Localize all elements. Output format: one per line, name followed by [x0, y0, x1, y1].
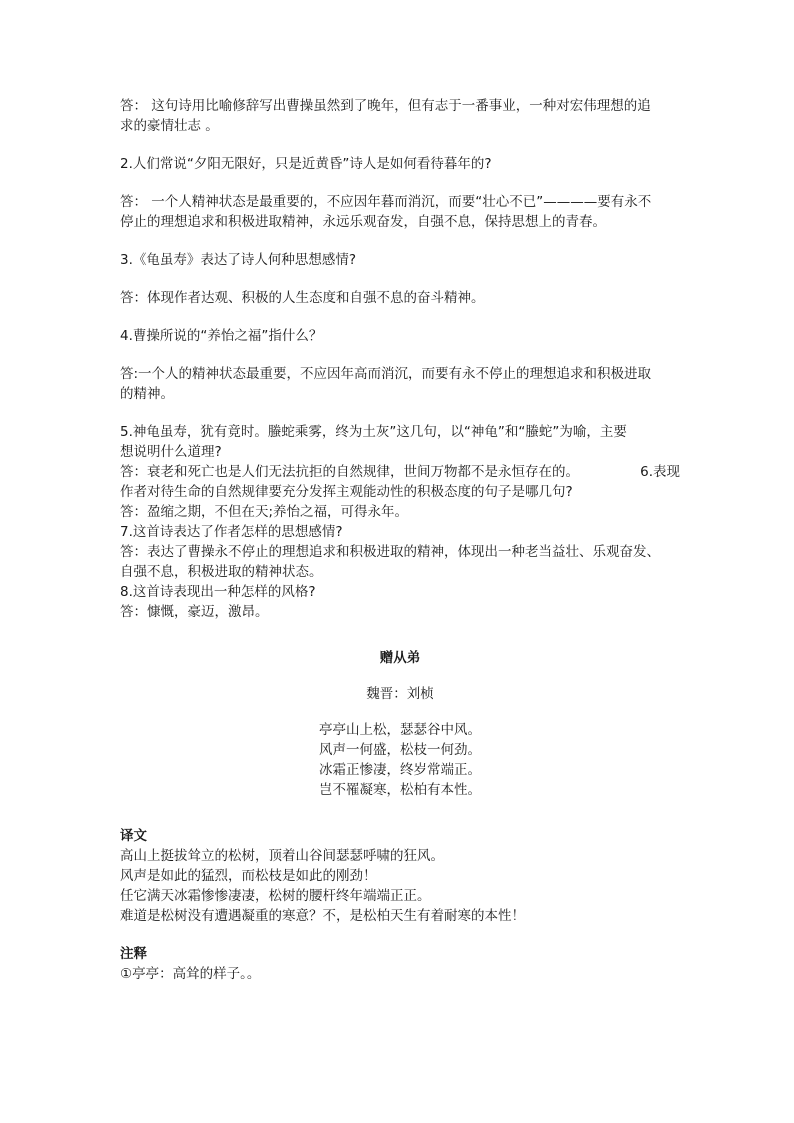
translation-heading: 译文	[120, 828, 147, 844]
poem-line: 岂不罹凝寒，松柏有本性。	[319, 782, 481, 798]
notes-heading: 注释	[120, 946, 147, 962]
question-2: 2.人们常说“夕阳无限好，只是近黄昏”诗人是如何看待暮年的?	[120, 156, 492, 172]
question-7: 7.这首诗表达了作者怎样的思想感情?	[120, 524, 343, 540]
answer-5: 答：衰老和死亡也是人们无法抗拒的自然规律，世间万物都不是永恒存在的。	[120, 464, 579, 480]
translation-line: 任它满天冰霜惨惨凄凄，松树的腰杆终年端端正正。	[120, 888, 431, 904]
answer-5-row	[120, 462, 680, 482]
answer-3: 答：体现作者达观、积极的人生态度和自强不息的奋斗精神。	[120, 290, 485, 306]
question-5-line-2: 想说明什么道理?	[120, 444, 222, 460]
answer-1-line-1: 答： 这句诗用比喻修辞写出曹操虽然到了晚年，但有志于一番事业，一种对宏伟理想的追	[120, 98, 651, 114]
poem-line: 冰霜正惨凄，终岁常端正。	[319, 762, 481, 778]
note-line: ①亭亭：高耸的样子。。	[120, 966, 261, 982]
answer-8: 答：慷慨，豪迈，激昂。	[120, 604, 269, 620]
answer-7-line-1: 答：表达了曹操永不停止的理想追求和积极进取的精神，体现出一种老当益壮、乐观奋发、	[120, 544, 660, 560]
poem-author: 魏晋：刘桢	[366, 686, 434, 702]
translation-line: 高山上挺拔耸立的松树，顶着山谷间瑟瑟呼啸的狂风。	[120, 848, 444, 864]
poem-line: 风声一何盛，松枝一何劲。	[319, 742, 481, 758]
question-6-line-2: 作者对待生命的自然规律要充分发挥主观能动性的积极态度的句子是哪几句?	[120, 484, 573, 500]
question-4: 4.曹操所说的“养怡之福”指什么？	[120, 328, 323, 344]
poem-body	[120, 720, 680, 800]
question-6-start: 6.表现	[640, 464, 680, 480]
answer-2-line-2: 停止的理想追求和积极进取精神，永远乐观奋发，自强不息，保持思想上的青春。	[120, 214, 606, 230]
poem-title: 赠从弟	[379, 650, 421, 666]
translation-line: 风声是如此的猛烈，而松枝是如此的刚劲！	[120, 868, 377, 884]
poem-line: 亭亭山上松，瑟瑟谷中风。	[319, 722, 481, 738]
translation-line: 难道是松树没有遭遇凝重的寒意？不，是松柏天生有着耐寒的本性！	[120, 908, 525, 924]
document-page	[120, 96, 680, 984]
question-3: 3.《龟虽寿》表达了诗人何种思想感情?	[120, 252, 357, 268]
answer-2-line-1: 答： 一个人精神状态是最重要的，不应因年暮而消沉，而要“壮心不已”————要有永不	[120, 194, 652, 210]
answer-7-line-2: 自强不息，积极进取的精神状态。	[120, 564, 323, 580]
answer-1-line-2: 求的豪情壮志 。	[120, 118, 219, 134]
question-5-line-1: 5.神龟虽寿，犹有竟时。螣蛇乘雾，终为土灰”这几句，以“神龟”和“螣蛇”为喻，主要	[120, 424, 627, 440]
answer-6: 答：盈缩之期，不但在天;养怡之福，可得永年。	[120, 504, 409, 520]
answer-4-line-2: 的精神。	[120, 386, 174, 402]
answer-4-line-1: 答:一个人的精神状态最重要，不应因年高而消沉，而要有永不停止的理想追求和积极进取	[120, 366, 652, 382]
question-8: 8.这首诗表现出一种怎样的风格?	[120, 584, 316, 600]
